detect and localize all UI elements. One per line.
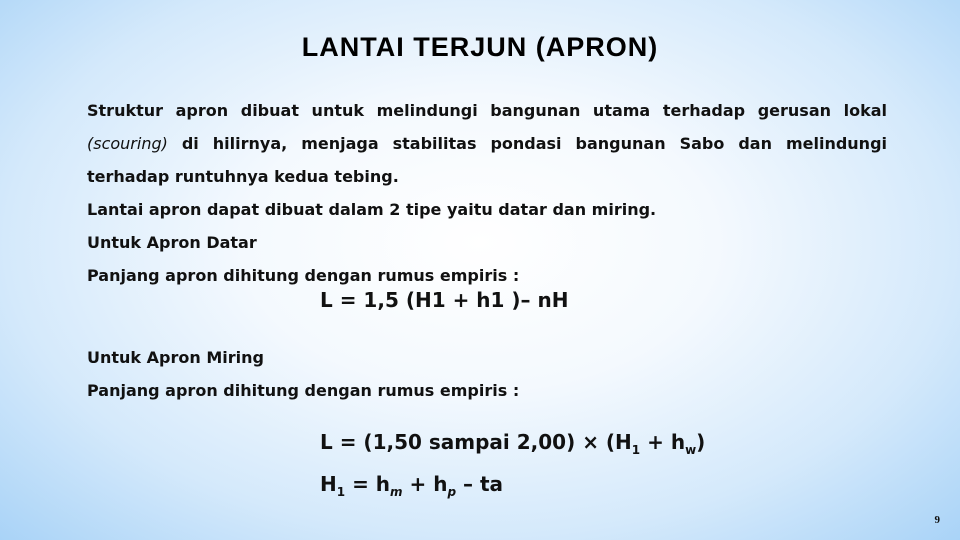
formula-part: + h — [402, 472, 448, 496]
apron-types-line: Lantai apron dapat dibuat dalam 2 tipe yaitu datar dan miring. — [87, 200, 657, 219]
formula-part: H — [320, 472, 337, 496]
formula-subscript: p — [447, 485, 457, 499]
formula-subscript: 1 — [631, 443, 641, 457]
slide-body — [87, 94, 887, 292]
formula-intro-datar: Panjang apron dihitung dengan rumus empiris : — [87, 266, 520, 285]
heading-apron-miring: Untuk Apron Miring — [87, 348, 264, 367]
paragraph-term: (scouring) — [87, 134, 168, 153]
formula-apron-datar: L = 1,5 (H1 + h1 )– nH — [320, 288, 569, 312]
formula-part: + h — [640, 430, 686, 454]
slide-body-lower — [87, 341, 887, 407]
formula-subscript: w — [685, 443, 697, 457]
formula-part: – ta — [456, 472, 504, 496]
heading-apron-datar: Untuk Apron Datar — [87, 233, 257, 252]
formula-subscript: m — [390, 485, 403, 499]
formula-part: = h — [345, 472, 391, 496]
slide-title: LANTAI TERJUN (APRON) — [301, 32, 659, 62]
paragraph-text-start: Struktur apron dibuat untuk melindungi bangunan utama terhadap gerusan lokal — [87, 101, 887, 120]
formula-part: ) — [696, 430, 706, 454]
paragraph-description — [87, 94, 887, 193]
formula-subscript: 1 — [336, 485, 346, 499]
paragraph-text-end: di hilirnya, menjaga stabilitas pondasi bangunan Sabo dan melindungi terhadap runtuhnya kedua tebing. — [87, 134, 887, 186]
page-number: 9 — [934, 514, 940, 526]
formula-apron-miring-length — [320, 430, 705, 457]
formula-apron-miring-h1 — [320, 472, 503, 499]
formula-intro-miring: Panjang apron dihitung dengan rumus empiris : — [87, 381, 520, 400]
formula-part: L = (1,50 sampai 2,00) × (H — [320, 430, 632, 454]
